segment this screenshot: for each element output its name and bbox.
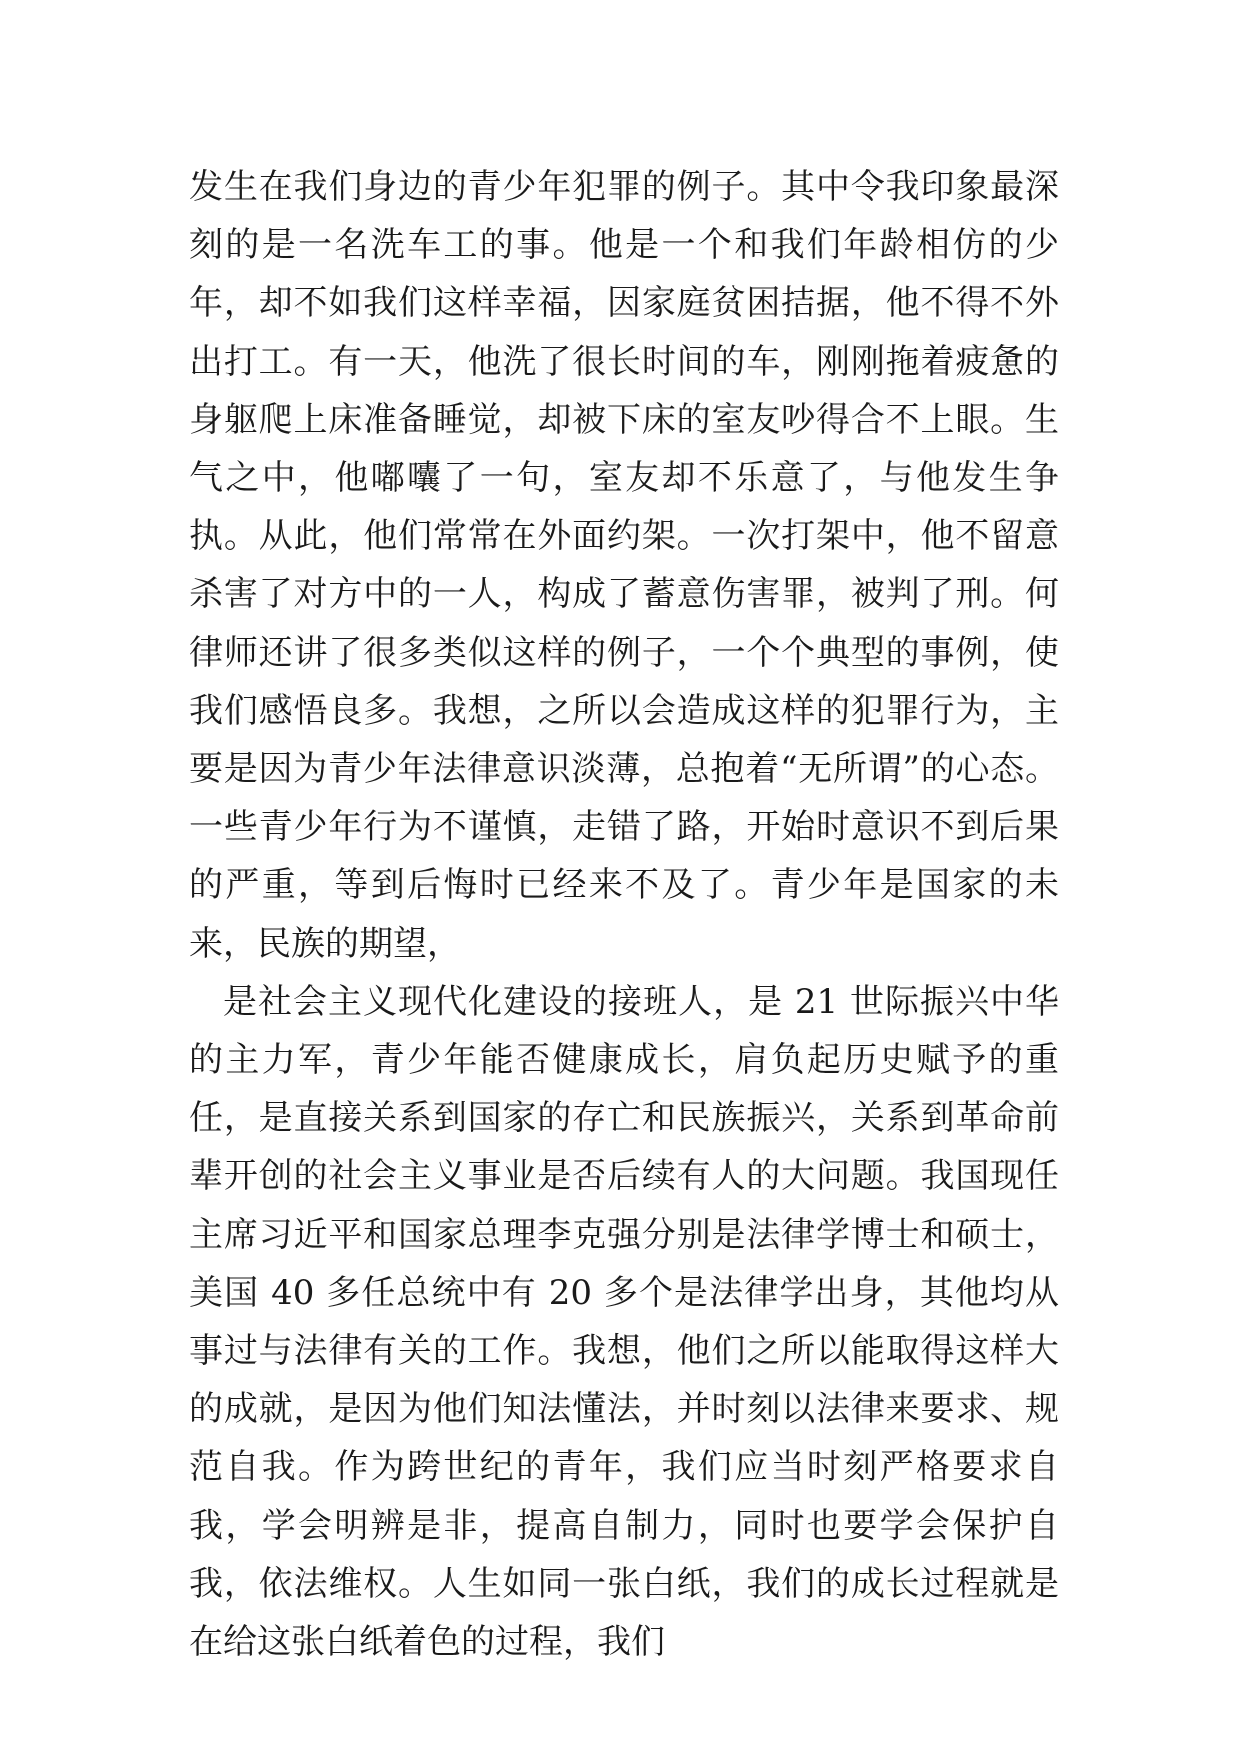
paragraph-2: 是社会主义现代化建设的接班人，是 21 世际振兴中华的主力军，青少年能否健康成长，肩负起历史赋予的重任，是直接关系到国家的存亡和民族振兴，关系到革命前辈开创的社会主义事业是否后续有人的大问题。我国现任主席习近平和国家总理李克强分别是法律学博士和硕士，美国 40 多任总统中有 20 多个是法律学出身，其他均从事过与法律有关的工作。我想，他们之所以能取得这样大的成就，是因为他们知法懂法，并时刻以法律来要求、规范自我。作为跨世纪的青年，我们应当时刻严格要求自我，学会明辨是非，提高自制力，同时也要学会保护自我，依法维权。人生如同一张白纸，我们的成长过程就是在给这张白纸着色的过程，我们 xyxy=(189,981,1059,1663)
document-body xyxy=(189,158,1059,1671)
paragraph-1: 发生在我们身边的青少年犯罪的例子。其中令我印象最深刻的是一名洗车工的事。他是一个和我们年龄相仿的少年，却不如我们这样幸福，因家庭贫困拮据，他不得不外出打工。有一天，他洗了很长时间的车，刚刚拖着疲惫的身躯爬上床准备睡觉，却被下床的室友吵得合不上眼。生气之中，他嘟囔了一句，室友却不乐意了，与他发生争执。从此，他们常常在外面约架。一次打架中，他不留意杀害了对方中的一人，构成了蓄意伤害罪，被判了刑。何律师还讲了很多类似这样的例子，一个个典型的事例，使我们感悟良多。我想，之所以会造成这样的犯罪行为，主要是因为青少年法律意识淡薄，总抱着“无所谓”的心态。一些青少年行为不谨慎，走错了路，开始时意识不到后果的严重，等到后悔时已经来不及了。青少年是国家的未来，民族的期望， xyxy=(189,167,1059,964)
